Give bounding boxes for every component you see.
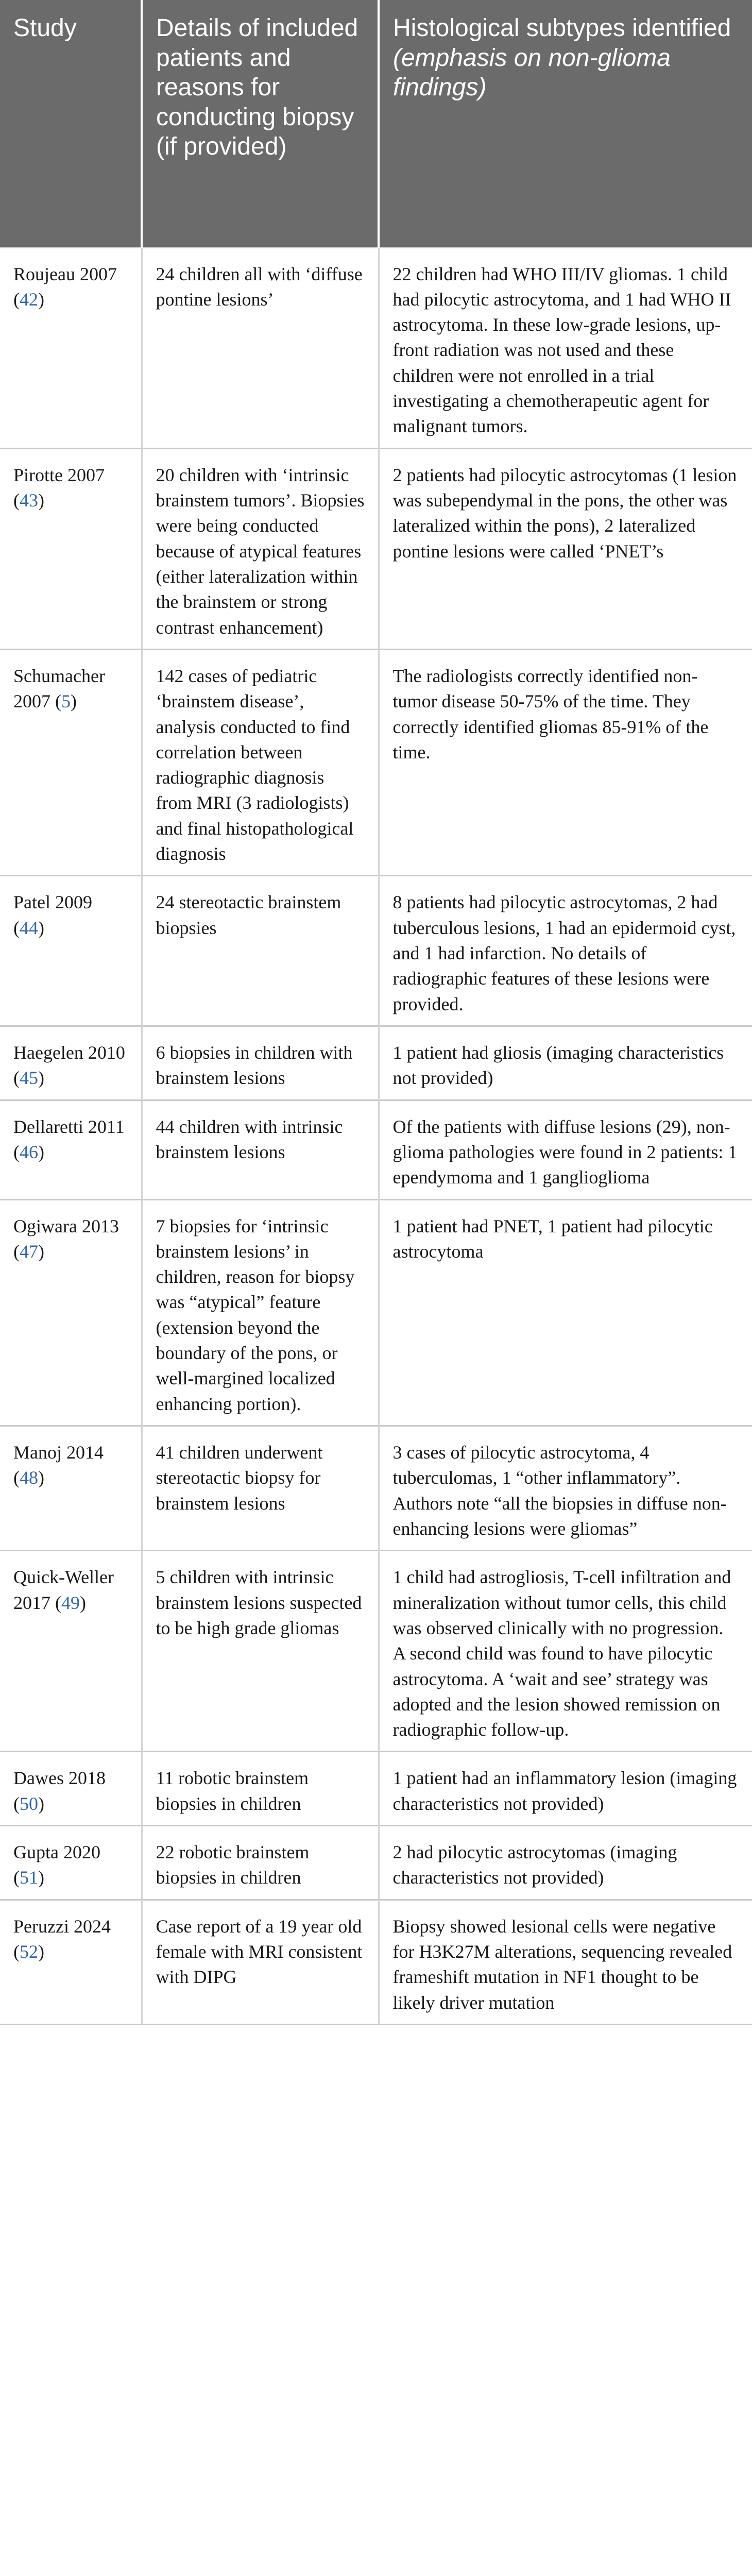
details-cell: 20 children with ‘intrinsic brainstem tumors’. Biopsies were being conducted because of atypical features (either lateralization within the brainstem or strong contrast enhancement) <box>142 448 379 649</box>
table-row <box>0 1026 752 1100</box>
reference-link[interactable]: 46 <box>20 1141 38 1162</box>
subtypes-cell: 3 cases of pilocytic astrocytoma, 4 tuberculomas, 1 “other inflammatory”. Authors note “all the biopsies in diffuse non-enhancing lesions were gliomas” <box>379 1426 752 1551</box>
study-cell: Peruzzi 2024 (52) <box>0 1900 142 2024</box>
header-row <box>0 0 752 247</box>
study-cell: Quick-Weller 2017 (49) <box>0 1551 142 1752</box>
table-row <box>0 876 752 1026</box>
reference-link[interactable]: 43 <box>20 490 38 511</box>
reference-link[interactable]: 45 <box>20 1067 38 1089</box>
reference-link[interactable]: 5 <box>61 691 71 712</box>
study-name: Haegelen 2010 <box>13 1042 125 1063</box>
table-row <box>0 1551 752 1752</box>
reference-link[interactable]: 42 <box>20 289 38 310</box>
reference-link[interactable]: 52 <box>20 1941 38 1962</box>
study-cell: Pirotte 2007 (43) <box>0 448 142 649</box>
study-name: Schumacher 2007 <box>13 665 105 712</box>
reference-link[interactable]: 51 <box>20 1867 38 1888</box>
study-cell: Ogiwara 2013 (47) <box>0 1199 142 1426</box>
details-cell: Case report of a 19 year old female with MRI consistent with DIPG <box>142 1900 379 2024</box>
study-name: Pirotte 2007 <box>13 464 105 485</box>
details-cell: 6 biopsies in children with brainstem lesions <box>142 1026 379 1100</box>
study-cell: Roujeau 2007 (42) <box>0 247 142 448</box>
reference-link[interactable]: 47 <box>20 1241 38 1262</box>
study-cell: Patel 2009 (44) <box>0 876 142 1026</box>
details-cell: 24 stereotactic brainstem biopsies <box>142 876 379 1026</box>
header-details: Details of included patients and reasons for conducting biopsy (if provided) <box>142 0 379 247</box>
table-row <box>0 1826 752 1900</box>
table-row <box>0 1426 752 1551</box>
subtypes-cell: 1 child had astrogliosis, T-cell infiltration and mineralization without tumor cells, this child was observed clinically with no progression. A second child was found to have pilocytic astrocytoma. A ‘wait and see’ strategy was adopted and the lesion showed remission on radiographic follow-up. <box>379 1551 752 1752</box>
details-cell: 142 cases of pediatric ‘brainstem disease’, analysis conducted to find correlation between radiographic diagnosis from MRI (3 radiologists) and final histopathological diagnosis <box>142 649 379 876</box>
study-cell: Gupta 2020 (51) <box>0 1826 142 1900</box>
subtypes-cell: 8 patients had pilocytic astrocytomas, 2 had tuberculous lesions, 1 had an epidermoid cyst, and 1 had infarction. No details of radiographic features of these lesions were provided. <box>379 876 752 1026</box>
details-cell: 11 robotic brainstem biopsies in children <box>142 1752 379 1826</box>
subtypes-cell: 22 children had WHO III/IV gliomas. 1 child had pilocytic astrocytoma, and 1 had WHO II astrocytoma. In these low-grade lesions, up-front radiation was not used and these children were not enrolled in a trial investigating a chemotherapeutic agent for malignant tumors. <box>379 247 752 448</box>
table-row <box>0 1199 752 1426</box>
subtypes-cell: 2 had pilocytic astrocytomas (imaging characteristics not provided) <box>379 1826 752 1900</box>
header-subtypes <box>379 0 752 247</box>
header-subtypes-main: Histological subtypes identified <box>393 14 731 42</box>
header-study: Study <box>0 0 142 247</box>
study-cell: Dellaretti 2011 (46) <box>0 1100 142 1199</box>
study-name: Quick-Weller 2017 <box>13 1567 114 1613</box>
details-cell: 44 children with intrinsic brainstem lesions <box>142 1100 379 1199</box>
header-subtypes-emphasis: (emphasis on non-glioma findings) <box>393 44 671 101</box>
table-row <box>0 1752 752 1826</box>
table-row <box>0 1100 752 1199</box>
subtypes-cell: Of the patients with diffuse lesions (29), non-glioma pathologies were found in 2 patients: 1 ependymoma and 1 ganglioglioma <box>379 1100 752 1199</box>
study-name: Dellaretti 2011 <box>13 1116 125 1137</box>
details-cell: 41 children underwent stereotactic biopsy for brainstem lesions <box>142 1426 379 1551</box>
study-name: Roujeau 2007 <box>13 263 117 284</box>
subtypes-cell: Biopsy showed lesional cells were negative for H3K27M alterations, sequencing revealed frameshift mutation in NF1 thought to be likely driver mutation <box>379 1900 752 2024</box>
study-cell: Dawes 2018 (50) <box>0 1752 142 1826</box>
table-row <box>0 649 752 876</box>
reference-link[interactable]: 49 <box>61 1592 80 1613</box>
details-cell: 22 robotic brainstem biopsies in children <box>142 1826 379 1900</box>
reference-link[interactable]: 50 <box>20 1793 38 1814</box>
reference-link[interactable]: 44 <box>20 917 38 938</box>
subtypes-cell: The radiologists correctly identified non-tumor disease 50-75% of the time. They correctly identified gliomas 85-91% of the time. <box>379 649 752 876</box>
details-cell: 5 children with intrinsic brainstem lesions suspected to be high grade gliomas <box>142 1551 379 1752</box>
study-name: Dawes 2018 <box>13 1768 106 1789</box>
study-cell: Haegelen 2010 (45) <box>0 1026 142 1100</box>
table-row <box>0 448 752 649</box>
study-name: Ogiwara 2013 <box>13 1215 119 1236</box>
study-name: Gupta 2020 <box>13 1842 100 1863</box>
reference-link[interactable]: 48 <box>20 1467 38 1488</box>
study-cell: Schumacher 2007 (5) <box>0 649 142 876</box>
study-name: Manoj 2014 <box>13 1442 104 1463</box>
subtypes-cell: 1 patient had PNET, 1 patient had pilocytic astrocytoma <box>379 1199 752 1426</box>
table-row <box>0 247 752 448</box>
study-name: Patel 2009 <box>13 892 92 913</box>
study-name: Peruzzi 2024 <box>13 1916 111 1937</box>
details-cell: 24 children all with ‘diffuse pontine lesions’ <box>142 247 379 448</box>
subtypes-cell: 2 patients had pilocytic astrocytomas (1 lesion was subependymal in the pons, the other was lateralized within the pons), 2 lateralized pontine lesions were called ‘PNET’s <box>379 448 752 649</box>
subtypes-cell: 1 patient had gliosis (imaging characteristics not provided) <box>379 1026 752 1100</box>
subtypes-cell: 1 patient had an inflammatory lesion (imaging characteristics not provided) <box>379 1752 752 1826</box>
details-cell: 7 biopsies for ‘intrinsic brainstem lesions’ in children, reason for biopsy was “atypical” feature (extension beyond the boundary of the pons, or well-margined localized enhancing portion). <box>142 1199 379 1426</box>
table-row <box>0 1900 752 2024</box>
study-cell: Manoj 2014 (48) <box>0 1426 142 1551</box>
